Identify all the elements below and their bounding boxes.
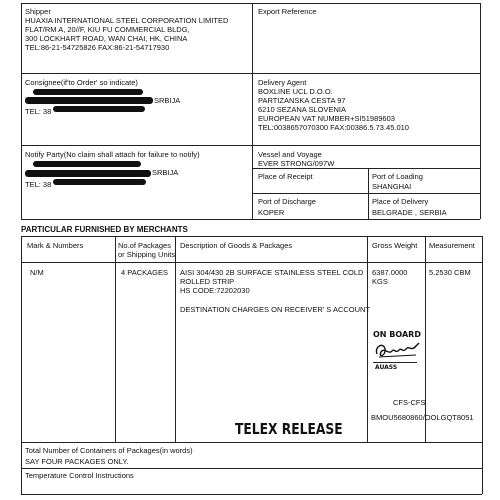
row-divider-ports: [253, 193, 480, 194]
consignee-country: SRBIJA: [154, 96, 181, 105]
notify-country: SRBIJA: [152, 168, 179, 177]
cfs-label: CFS-CFS: [393, 398, 426, 407]
column-header-measurement: Measurement: [429, 241, 475, 250]
place-of-delivery-value: BELGRADE , SERBIA: [372, 208, 447, 217]
delivery-agent-line: 6210 SEZANA SLOVENIA: [258, 105, 346, 114]
signature-image: [372, 340, 422, 362]
notify-redaction: [25, 170, 151, 177]
gross-weight-unit: KGS: [372, 277, 388, 286]
delivery-agent-label: Delivery Agent: [258, 78, 307, 87]
notify-party-label: Notify Party(No claim shall attach for failure to notify): [25, 150, 200, 159]
delivery-agent-line: BOXLINE UCL D.O.O.: [258, 87, 333, 96]
place-of-delivery-label: Place of Delivery: [372, 197, 429, 206]
col-divider-4: [425, 236, 426, 442]
port-of-loading-label: Port of Loading: [372, 172, 423, 181]
cargo-packages: 4 PACKAGES: [121, 268, 168, 277]
measurement-value: 5.2530 CBM: [429, 268, 471, 277]
vessel-value: EVER STRONG/097W: [258, 159, 335, 168]
col-divider-1: [115, 236, 116, 442]
column-header-packages-2: or Shipping Units: [118, 250, 176, 259]
upper-bottom-border: [21, 219, 480, 220]
particulars-heading: PARTICULAR FURNISHED BY MERCHANTS: [21, 225, 188, 234]
port-of-discharge-value: KOPER: [258, 208, 285, 217]
total-containers-label: Total Number of Containers of Packages(in words): [25, 446, 193, 455]
consignee-redaction: [33, 89, 143, 95]
delivery-agent-line: TEL:0038657070300 FAX:00386.5.73.45.010: [258, 123, 409, 132]
shipper-line: TEL:86-21-54725826 FAX:86-21-54717930: [25, 43, 170, 52]
consignee-redaction: [25, 97, 153, 104]
column-header-packages: No.of Packages: [118, 241, 171, 250]
gross-weight-value: 6387.0000: [372, 268, 408, 277]
delivery-agent-line: EUROPEAN VAT NUMBER+SI51989603: [258, 114, 395, 123]
consignee-label: Consignee(if'to Order' so indicate): [25, 78, 138, 87]
notify-redaction: [33, 161, 141, 167]
total-containers-value: SAY FOUR PACKAGES ONLY.: [25, 457, 129, 466]
row-divider-vessel: [253, 168, 480, 169]
left-border-upper: [21, 3, 22, 219]
col-divider-3: [367, 236, 368, 442]
signature-name: AUASS: [375, 364, 398, 371]
consignee-tel-redaction: [53, 106, 145, 112]
shipper-label: Shipper: [25, 7, 51, 16]
consignee-tel: TEL: 38: [25, 107, 52, 116]
top-border: [21, 3, 480, 4]
column-header-marks: Mark & Numbers: [27, 241, 84, 250]
container-seal: BMOU5680860/OOLGQT8051: [371, 413, 474, 422]
table-top-border: [21, 236, 482, 237]
port-of-discharge-label: Port of Discharge: [258, 197, 316, 206]
destination-charges: DESTINATION CHARGES ON RECEIVER’ S ACCOUNT: [180, 305, 371, 314]
table-footer-divider: [21, 442, 482, 443]
cargo-description-line: HS CODE:72202030: [180, 286, 250, 295]
column-header-gross-weight: Gross Weight: [372, 241, 418, 250]
temperature-label: Temperature Control Instructions: [25, 471, 134, 480]
row-divider-1: [21, 73, 480, 74]
middle-divider: [252, 3, 253, 219]
bottom-border: [21, 494, 482, 495]
footer-row-divider: [21, 468, 482, 469]
shipper-line: FLAT/RM A, 20//F, KIU FU COMMERCIAL BLDG,: [25, 25, 190, 34]
telex-release-stamp: TELEX RELEASE: [235, 420, 343, 438]
cargo-description-line: AISI 304/430 2B SURFACE STAINLESS STEEL COLD: [180, 268, 364, 277]
cargo-description-line: ROLLED STRIP: [180, 277, 235, 286]
ports-divider: [368, 168, 369, 219]
table-left-border: [21, 236, 22, 494]
table-header-divider: [21, 262, 482, 263]
delivery-agent-line: PARTIZANSKA CESTA 97: [258, 96, 346, 105]
vessel-label: Vessel and Voyage: [258, 150, 322, 159]
export-reference-label: Export Reference: [258, 7, 317, 16]
right-border-upper: [480, 3, 481, 219]
table-right-border: [482, 236, 483, 494]
place-of-receipt-label: Place of Receipt: [258, 172, 313, 181]
col-divider-2: [175, 236, 176, 442]
on-board-stamp: ON BOARD: [373, 330, 421, 339]
cargo-marks: N/M: [30, 268, 44, 277]
notify-tel-redaction: [53, 179, 146, 185]
column-header-description: Description of Goods & Packages: [180, 241, 293, 250]
shipper-line: 300 LOCKHART ROAD, WAN CHAI, HK, CHINA: [25, 34, 188, 43]
notify-tel: TEL: 38: [25, 180, 52, 189]
port-of-loading-value: SHANGHAI: [372, 182, 412, 191]
row-divider-2: [21, 145, 480, 146]
shipper-line: HUAXIA INTERNATIONAL STEEL CORPORATION LIMITED: [25, 16, 229, 25]
